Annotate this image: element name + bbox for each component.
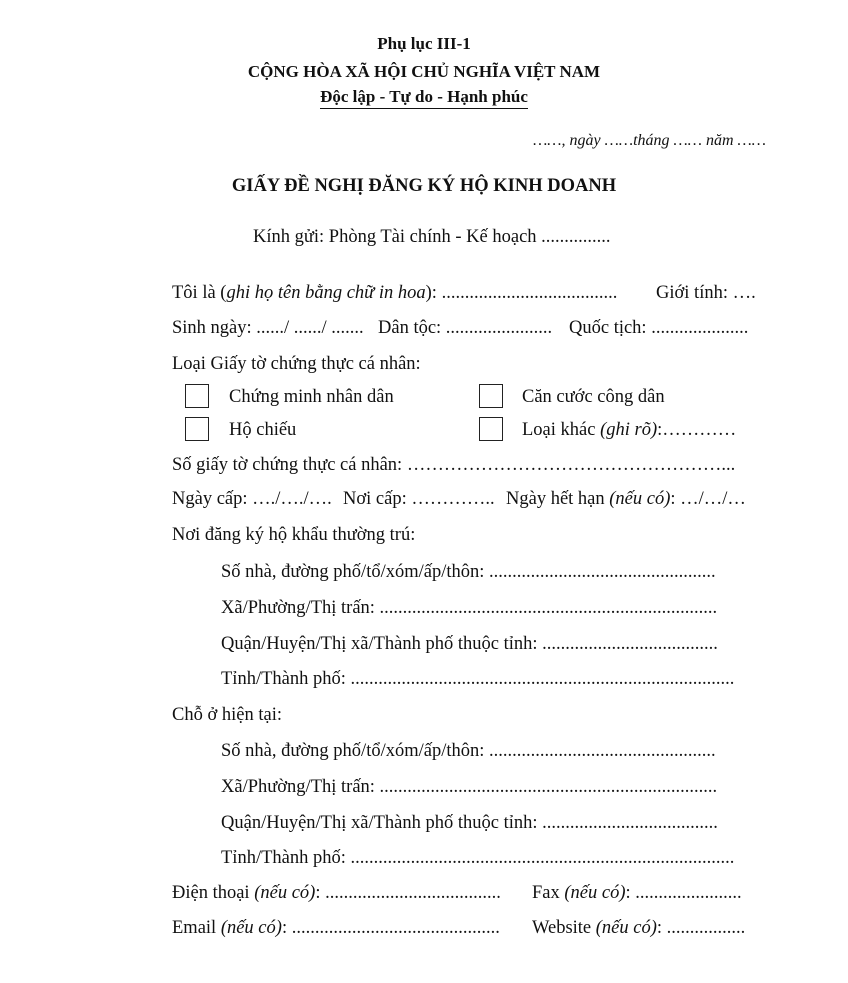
website-blank: : ................. (656, 918, 746, 938)
phone-blank: : ...................................... (315, 883, 501, 903)
phone-label: Điện thoại (172, 883, 255, 903)
fax-blank: : ....................... (625, 883, 742, 903)
phone-field[interactable] (172, 883, 501, 904)
cmnd-label: Chứng minh nhân dân (229, 387, 394, 407)
issue-place-field[interactable]: Nơi cấp: ………….. (343, 489, 495, 509)
motto-text: Độc lập - Tự do - Hạnh phúc (320, 87, 528, 109)
other-id-field[interactable] (522, 420, 736, 441)
full-name-label: Tôi là ( (172, 283, 227, 303)
permanent-district-field[interactable]: Quận/Huyện/Thị xã/Thành phố thuộc tỉnh: ...................................... (221, 634, 718, 654)
website-field[interactable] (532, 918, 745, 939)
other-id-label: Loại khác (522, 420, 601, 440)
cmnd-checkbox[interactable] (185, 384, 209, 408)
passport-checkbox[interactable] (185, 417, 209, 441)
expiry-label: Ngày hết hạn (506, 489, 610, 509)
id-type-label: Loại Giấy tờ chứng thực cá nhân: (172, 354, 421, 374)
fax-label: Fax (532, 883, 565, 903)
cccd-label: Căn cước công dân (522, 387, 665, 407)
expiry-blank: : …/…/… (670, 489, 746, 509)
current-address-label: Chỗ ở hiện tại: (172, 705, 282, 725)
other-id-hint: (ghi rõ) (600, 420, 658, 440)
website-hint: (nếu có) (595, 918, 657, 938)
date-line: ……, ngày ……tháng …… năm …… (533, 132, 766, 149)
website-label: Website (532, 918, 596, 938)
expiry-hint: (nếu có) (609, 489, 671, 509)
other-id-blank: :………… (657, 420, 737, 440)
full-name-field[interactable] (172, 283, 617, 304)
permanent-ward-field[interactable]: Xã/Phường/Thị trấn: ......................................................................... (221, 598, 718, 618)
fax-hint: (nếu có) (564, 883, 626, 903)
appendix-label: Phụ lục III-1 (377, 34, 471, 53)
nation-name: CỘNG HÒA XÃ HỘI CHỦ NGHĨA VIỆT NAM (247, 62, 601, 81)
other-id-checkbox[interactable] (479, 417, 503, 441)
ethnicity-field[interactable]: Dân tộc: ....................... (378, 318, 553, 338)
motto (0, 87, 848, 107)
email-hint: (nếu có) (220, 918, 282, 938)
full-name-blank: ): ...................................... (425, 283, 618, 303)
current-street-field[interactable]: Số nhà, đường phố/tổ/xóm/ấp/thôn: ................................................. (221, 741, 716, 761)
fax-field[interactable] (532, 883, 742, 904)
permanent-province-field[interactable]: Tỉnh/Thành phố: ................................................................................... (221, 669, 735, 689)
issue-date-field[interactable]: Ngày cấp: …./…./…. (172, 489, 332, 509)
current-district-field[interactable]: Quận/Huyện/Thị xã/Thành phố thuộc tỉnh: ...................................... (221, 813, 718, 833)
full-name-hint: ghi họ tên bằng chữ in hoa (226, 283, 426, 303)
current-ward-field[interactable]: Xã/Phường/Thị trấn: ......................................................................... (221, 777, 718, 797)
recipient-line: Kính gửi: Phòng Tài chính - Kế hoạch ............... (253, 227, 611, 247)
passport-label: Hộ chiếu (229, 420, 297, 440)
email-field[interactable] (172, 918, 500, 939)
nationality-field[interactable]: Quốc tịch: ..................... (569, 318, 749, 338)
expiry-date-field[interactable] (506, 489, 746, 510)
email-label: Email (172, 918, 221, 938)
form-title: GIẤY ĐỀ NGHỊ ĐĂNG KÝ HỘ KINH DOANH (231, 176, 617, 196)
current-province-field[interactable]: Tỉnh/Thành phố: ................................................................................... (221, 848, 735, 868)
gender-field[interactable]: Giới tính: …. (656, 283, 756, 303)
permanent-address-label: Nơi đăng ký hộ khẩu thường trú: (172, 525, 416, 545)
birth-date-field[interactable]: Sinh ngày: ....../ ....../ ....... (172, 318, 364, 338)
cccd-checkbox[interactable] (479, 384, 503, 408)
email-blank: : ............................................. (281, 918, 500, 938)
id-number-field[interactable]: Số giấy tờ chứng thực cá nhân: ……………………………………………... (172, 455, 736, 475)
phone-hint: (nếu có) (254, 883, 316, 903)
permanent-street-field[interactable]: Số nhà, đường phố/tổ/xóm/ấp/thôn: ................................................. (221, 562, 716, 582)
